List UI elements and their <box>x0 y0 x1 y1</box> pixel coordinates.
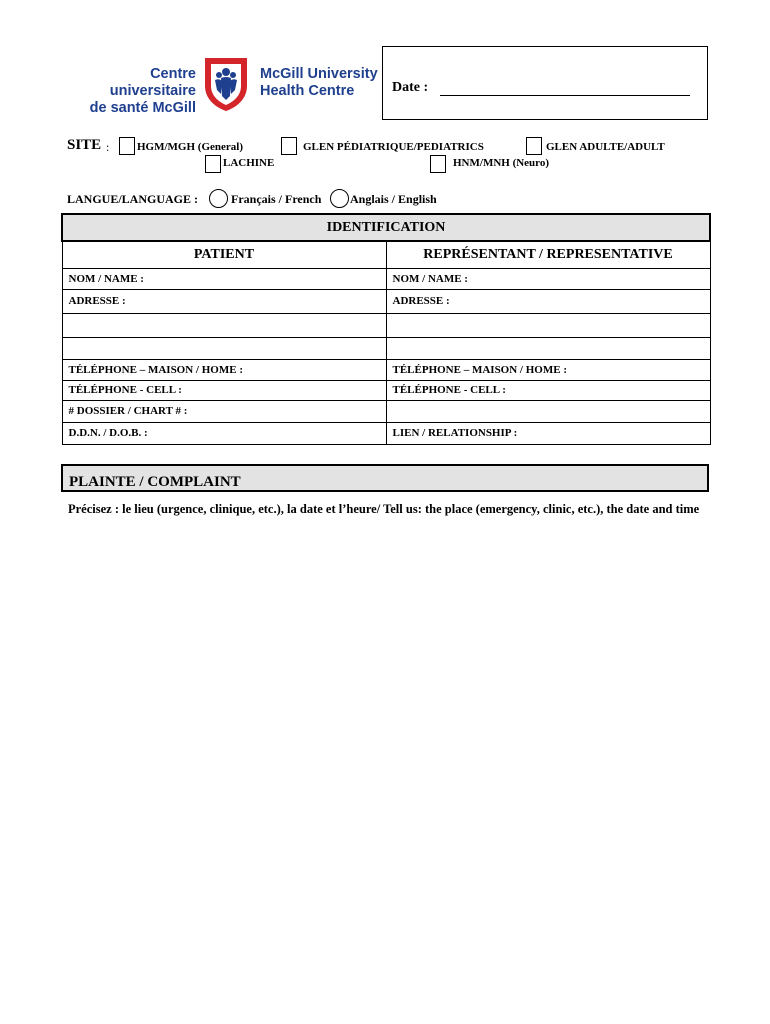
representative-header: REPRÉSENTANT / REPRESENTATIVE <box>386 241 710 268</box>
language-french-radio[interactable] <box>209 189 228 208</box>
site-colon: : <box>106 140 110 154</box>
language-english-radio[interactable] <box>330 189 349 208</box>
site-lachine-checkbox[interactable] <box>205 155 221 173</box>
representative-address-line-3[interactable] <box>386 337 710 359</box>
complaint-title: PLAINTE / COMPLAINT <box>69 474 241 490</box>
complaint-description: Précisez : le lieu (urgence, clinique, etc.), la date et l’heure/ Tell us: the place (emergency, clinic, etc.), the date and time <box>68 502 700 516</box>
representative-address-field[interactable]: ADRESSE : <box>386 289 710 313</box>
representative-cell-phone-field[interactable]: TÉLÉPHONE - CELL : <box>386 380 710 400</box>
site-glen-adult-checkbox[interactable] <box>526 137 542 155</box>
patient-header: PATIENT <box>62 241 386 268</box>
patient-address-line-3[interactable] <box>62 337 386 359</box>
logo-line: Centre universitaire <box>109 66 196 99</box>
logo-line: de santé McGill <box>89 100 196 116</box>
logo-line: Health Centre <box>260 83 355 99</box>
patient-dob-field[interactable]: D.D.N. / D.O.B. : <box>62 422 386 444</box>
identification-table <box>61 213 711 445</box>
site-hnm-checkbox[interactable] <box>430 155 446 173</box>
site-hnm-label: HNM/MNH (Neuro) <box>453 157 550 169</box>
site-glen-pediatrics-checkbox[interactable] <box>281 137 297 155</box>
site-hgm-checkbox[interactable] <box>119 137 135 155</box>
logo-text-english <box>260 66 390 100</box>
representative-name-field[interactable]: NOM / NAME : <box>386 268 710 289</box>
representative-empty-cell <box>386 400 710 422</box>
date-input-line[interactable] <box>440 95 690 96</box>
language-english-label: Anglais / English <box>350 192 437 206</box>
site-glen-adult-label: GLEN ADULTE/ADULT <box>546 141 665 153</box>
patient-cell-phone-field[interactable]: TÉLÉPHONE - CELL : <box>62 380 386 400</box>
date-box <box>382 46 708 120</box>
date-label: Date : <box>392 80 429 95</box>
language-label: LANGUE/LANGUAGE : <box>67 192 199 206</box>
representative-home-phone-field[interactable]: TÉLÉPHONE – MAISON / HOME : <box>386 359 710 380</box>
representative-address-line-2[interactable] <box>386 313 710 337</box>
logo-text-french <box>60 66 196 117</box>
site-label: SITE <box>67 137 102 153</box>
site-glen-pediatrics-label: GLEN PÉDIATRIQUE/PEDIATRICS <box>303 141 484 153</box>
logo-line: McGill University <box>260 66 378 82</box>
patient-address-line-2[interactable] <box>62 313 386 337</box>
site-hgm-label: HGM/MGH (General) <box>137 141 243 153</box>
patient-home-phone-field[interactable]: TÉLÉPHONE – MAISON / HOME : <box>62 359 386 380</box>
patient-address-field[interactable]: ADRESSE : <box>62 289 386 313</box>
mcgill-shield-logo <box>203 56 249 112</box>
site-lachine-label: LACHINE <box>223 157 275 169</box>
representative-relationship-field[interactable]: LIEN / RELATIONSHIP : <box>386 422 710 444</box>
identification-title: IDENTIFICATION <box>62 214 710 241</box>
language-french-label: Français / French <box>231 192 322 206</box>
patient-chart-number-field[interactable]: # DOSSIER / CHART # : <box>62 400 386 422</box>
patient-name-field[interactable]: NOM / NAME : <box>62 268 386 289</box>
